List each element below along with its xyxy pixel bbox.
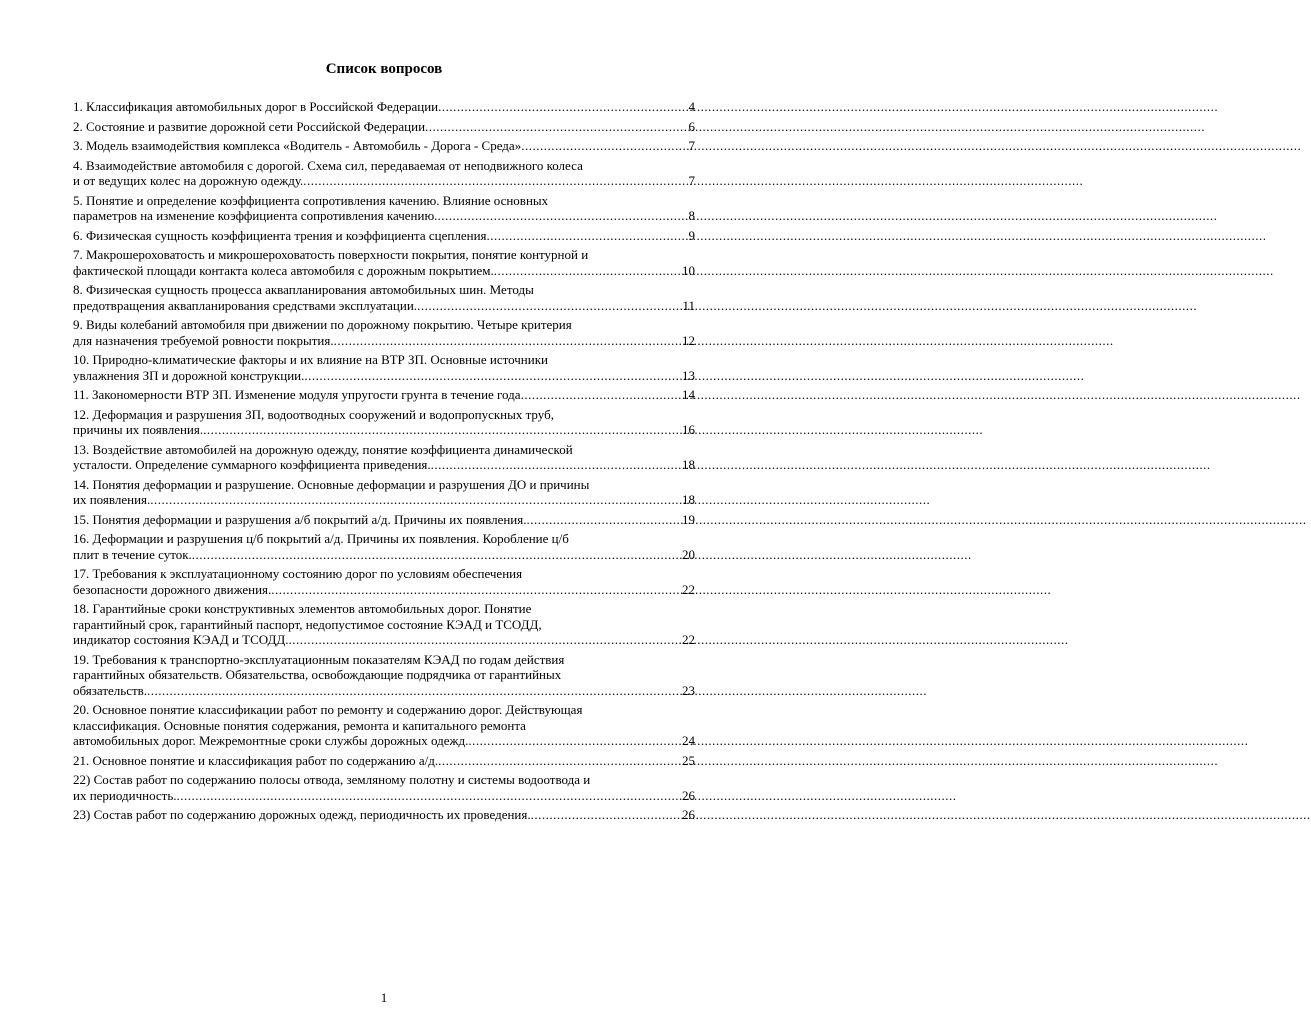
toc-entry-line: 19. Требования к транспортно-эксплуатационным показателям КЭАД по годам действия (73, 651, 565, 667)
toc-entry-last-line (73, 298, 695, 314)
toc-leader-dots (521, 387, 681, 403)
toc-entry-text: причины их появления. (73, 422, 204, 437)
page-number: 1 (380, 990, 388, 1005)
toc-entry[interactable] (73, 601, 695, 648)
toc-leader-dots (494, 263, 681, 279)
toc-entry-last-line (73, 173, 695, 189)
toc-entry-last-line (73, 788, 695, 804)
toc-page-number: 9 (688, 227, 695, 243)
toc-entry-line: гарантийный срок, гарантийный паспорт, недопустимое состояние КЭАД и ТСОДД, (73, 616, 542, 632)
toc-entry-last-line (73, 512, 695, 528)
toc-entry-last-line (73, 208, 695, 224)
toc-entry[interactable] (73, 387, 695, 403)
toc-entry[interactable] (73, 566, 695, 597)
toc-leader-dots (303, 173, 687, 189)
toc-page-number: 14 (682, 387, 695, 402)
toc-leader-dots (147, 683, 681, 699)
toc-leader-dots (521, 138, 687, 154)
toc-entry-text: их периодичность. (73, 787, 177, 803)
toc-page-number: 4 (688, 99, 695, 114)
toc-entry[interactable] (73, 531, 695, 562)
toc-entry-text: усталости. Определение суммарного коэффициента приведения. (73, 457, 431, 472)
toc-entry-text: автомобильных дорог. Межремонтные сроки службы дорожных одежд. (73, 733, 469, 748)
toc-entry-text: предотвращения аквапланирования средствами эксплуатации. (73, 297, 418, 313)
toc-page-number: 13 (682, 367, 695, 383)
toc-entry-last-line (73, 387, 695, 403)
toc-entry-last-line (73, 492, 695, 508)
toc-entry-text: увлажнения ЗП и дорожной конструкции. (73, 367, 305, 383)
toc-entry-line: 20. Основное понятие классификации работ по ремонту и содержанию дорог. Действующая (73, 702, 583, 717)
toc-leader-dots (527, 512, 682, 528)
toc-entry[interactable] (73, 407, 695, 438)
toc-page-number: 24 (682, 733, 695, 748)
toc-leader-dots (192, 547, 681, 563)
toc-entry[interactable] (73, 772, 695, 803)
toc-entry-last-line (73, 138, 695, 154)
toc-entry[interactable] (73, 512, 695, 528)
toc-page-number: 8 (688, 208, 695, 223)
toc-page-number: 19 (682, 511, 695, 527)
toc-entry-text: плит в течение суток. (73, 546, 192, 562)
toc-entry-line: 9. Виды колебаний автомобиля при движении по дорожному покрытию. Четыре критерия (73, 317, 572, 332)
toc-page-number: 7 (688, 173, 695, 188)
toc-page-number: 23 (682, 682, 695, 698)
toc-entry-line: 7. Макрошероховатость и микрошероховатость поверхности покрытия, понятие контурной и (73, 247, 589, 262)
toc-entry-last-line (73, 457, 695, 473)
toc-leader-dots (289, 632, 681, 648)
toc-leader-dots (531, 807, 681, 823)
toc-entry-last-line (73, 753, 695, 769)
toc-entry-text: и от ведущих колес на дорожную одежду. (73, 173, 304, 188)
toc-entry[interactable] (73, 138, 695, 154)
toc-entry-text: фактической площади контакта колеса автомобиля с дорожным покрытием. (73, 262, 494, 278)
toc-leader-dots (334, 333, 681, 349)
toc-entry-last-line (73, 263, 695, 279)
toc-entry[interactable] (73, 317, 695, 348)
page-title: Список вопросов (325, 61, 443, 77)
toc-entry-last-line (73, 733, 695, 749)
toc-entry[interactable] (73, 477, 695, 508)
toc-entry-text: параметров на изменение коэффициента сопротивления качению. (73, 208, 438, 223)
toc-entry-line: 22) Состав работ по содержанию полосы отвода, земляному полотну и системы водоотвода и (73, 772, 591, 787)
toc-page-number: 6 (688, 118, 695, 134)
toc-entry-line: 18. Гарантийные сроки конструктивных элементов автомобильных дорог. Понятие (73, 601, 532, 616)
toc-entry-line: 14. Понятия деформации и разрушение. Основные деформации и разрушения ДО и причины (73, 476, 590, 492)
toc-entry-line: 12. Деформация и разрушения ЗП, водоотводных сооружений и водопропускных труб, (73, 406, 554, 422)
toc-entry-last-line (73, 582, 695, 598)
toc-entry[interactable] (73, 158, 695, 189)
toc-entry-text: 15. Понятия деформации и разрушения а/б покрытий а/д. Причины их появления. (73, 511, 527, 527)
toc-page-number: 11 (682, 297, 695, 313)
toc-leader-dots (487, 228, 688, 244)
toc-entry-text: 23) Состав работ по содержанию дорожных одежд, периодичность их проведения. (73, 807, 531, 822)
toc-leader-dots (304, 368, 681, 384)
toc-entry-last-line (73, 547, 695, 563)
toc-entry[interactable] (73, 99, 695, 115)
toc-entry[interactable] (73, 702, 695, 749)
toc-leader-dots (150, 492, 681, 508)
toc-entry-text: 11. Закономерности ВТР ЗП. Изменение модуля упругости грунта в течение года (73, 387, 521, 402)
toc-entry[interactable] (73, 652, 695, 699)
toc-entry[interactable] (73, 282, 695, 313)
toc-entry-line: классификация. Основные понятия содержания, ремонта и капитального ремонта (73, 717, 526, 733)
toc-page-number: 26 (682, 787, 695, 803)
toc-leader-dots (417, 298, 681, 314)
toc-entry[interactable] (73, 247, 695, 278)
toc-entry-last-line (73, 99, 695, 115)
toc-entry[interactable] (73, 352, 695, 383)
toc-entry-line: 16. Деформации и разрушения ц/б покрытий а/д. Причины их появления. Коробление ц/б (73, 531, 569, 546)
toc-leader-dots (468, 733, 681, 749)
toc-leader-dots (203, 422, 681, 438)
toc-entry-line: 5. Понятие и определение коэффициента сопротивления качению. Влияние основных (73, 192, 549, 208)
toc-entry-line: гарантийных обязательств. Обязательства, освобождающие подрядчика от гарантийных (73, 667, 562, 682)
toc-leader-dots (177, 788, 681, 804)
toc-entry-text: 3. Модель взаимодействия комплекса «Водитель - Автомобиль - Дорога - Среда» (73, 138, 522, 153)
toc-entry[interactable] (73, 442, 695, 473)
toc-page-number: 7 (688, 138, 695, 153)
toc-entry-last-line (73, 807, 695, 823)
toc-entry-line: 8. Физическая сущность процесса аквапланирования автомобильных шин. Методы (73, 282, 534, 297)
toc-page-number: 20 (682, 546, 695, 562)
toc-entry-text: их появления. (73, 492, 151, 507)
toc-page-number: 26 (682, 807, 695, 822)
toc-page-number: 25 (682, 752, 695, 768)
toc-entry-text: обязательств. (73, 682, 148, 698)
toc-entry-last-line (73, 422, 695, 438)
toc-page-number: 18 (682, 492, 695, 507)
toc-entry-line: 17. Требования к эксплуатационному состоянию дорог по условиям обеспечения (73, 566, 523, 581)
toc-entry-last-line (73, 632, 695, 648)
toc-entry[interactable] (73, 119, 695, 135)
toc-entry-text: безопасности дорожного движения. (73, 581, 272, 597)
toc-page-number: 12 (682, 332, 695, 348)
toc-page-number: 10 (682, 262, 695, 278)
toc-entry-text: 2. Состояние и развитие дорожной сети Российской Федерации (73, 118, 426, 134)
toc-entry[interactable] (73, 753, 695, 769)
toc-entry-line: 10. Природно-климатические факторы и их влияние на ВТР ЗП. Основные источники (73, 352, 548, 367)
toc-leader-dots (425, 119, 687, 135)
toc-page-number: 16 (682, 422, 695, 437)
toc-entry-text: индикатор состояния КЭАД и ТСОДД. (73, 632, 289, 647)
toc-page-number: 18 (682, 457, 695, 472)
toc-entry[interactable] (73, 193, 695, 224)
toc-entry-text: 21. Основное понятие и классификация работ по содержанию а/д. (73, 752, 439, 768)
toc-leader-dots (438, 753, 681, 769)
toc-entry-line: 13. Воздействие автомобилей на дорожную одежду, понятие коэффициента динамической (73, 441, 573, 457)
toc-entry-text: 1. Классификация автомобильных дорог в Российской Федерации (73, 99, 439, 114)
toc-entry-last-line (73, 368, 695, 384)
toc-page-number: 22 (682, 632, 695, 647)
toc-entry[interactable] (73, 228, 695, 244)
table-of-contents (73, 99, 695, 827)
toc-entry[interactable] (73, 807, 695, 823)
toc-entry-line: 4. Взаимодействие автомобиля с дорогой. Схема сил, передаваемая от неподвижного колеса (73, 157, 583, 173)
toc-leader-dots (437, 208, 687, 224)
toc-entry-last-line (73, 683, 695, 699)
toc-leader-dots (271, 582, 681, 598)
toc-entry-text: 6. Физическая сущность коэффициента трения и коэффициента сцепления (73, 227, 487, 243)
toc-entry-text: для назначения требуемой ровности покрытия. (73, 332, 334, 348)
toc-leader-dots (431, 457, 681, 473)
toc-entry-last-line (73, 333, 695, 349)
toc-entry-last-line (73, 119, 695, 135)
toc-entry-last-line (73, 228, 695, 244)
toc-leader-dots (438, 99, 687, 115)
toc-page-number: 22 (682, 581, 695, 597)
